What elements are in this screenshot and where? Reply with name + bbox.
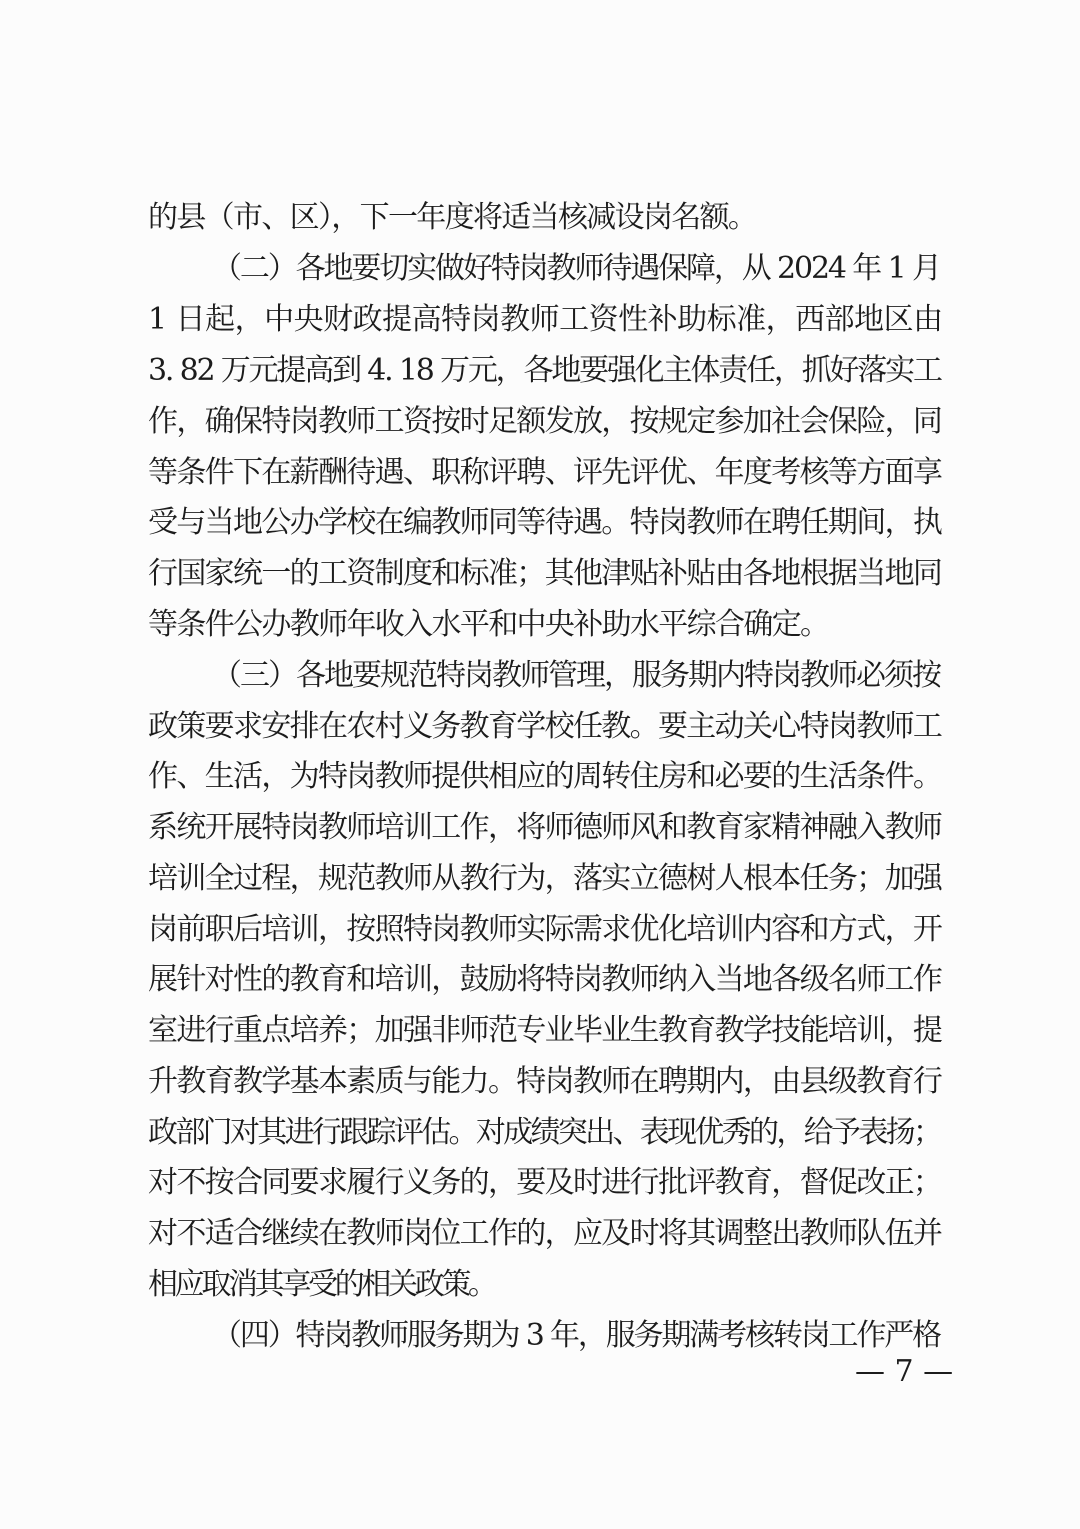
text-line-content: 3. 82 万元提高到 4. 18 万元，各地要强化主体责任，抓好落实工	[148, 353, 941, 388]
text-line	[0, 651, 1080, 701]
text-line-content: 等条件公办教师年收入水平和中央补助水平综合确定。	[148, 607, 829, 642]
text-line-content: 政部门对其进行跟踪评估。对成绩突出、表现优秀的，给予表扬；	[148, 1115, 941, 1150]
text-line	[0, 1057, 1080, 1107]
text-line-content: 行国家统一的工资制度和标准；其他津贴补贴由各地根据当地同	[148, 556, 942, 591]
text-line-content: 系统开展特岗教师培训工作，将师德师风和教育家精神融入教师	[148, 810, 942, 845]
text-line-content: 升教育教学基本素质与能力。特岗教师在聘期内，由县级教育行	[148, 1064, 942, 1099]
text-line	[0, 448, 1080, 498]
text-line-content: 作、生活，为特岗教师提供相应的周转住房和必要的生活条件。	[148, 759, 942, 794]
text-line	[0, 1209, 1080, 1259]
text-line-content: 受与当地公办学校在编教师同等待遇。特岗教师在聘任期间，执	[148, 505, 942, 540]
text-line-content: 的县（市、区），下一年度将适当核减设岗名额。	[148, 200, 757, 235]
text-line	[0, 905, 1080, 955]
text-line-content: 1 日起，中央财政提高特岗教师工资性补助标准，西部地区由	[148, 302, 943, 337]
text-line-content: 对不按合同要求履行义务的，要及时进行批评教育，督促改正；	[148, 1165, 942, 1200]
text-line-content: （三）各地要规范特岗教师管理，服务期内特岗教师必须按	[212, 658, 940, 693]
text-line	[0, 295, 1080, 345]
text-line	[0, 1158, 1080, 1208]
text-line-content: 相应取消其享受的相关政策。	[148, 1267, 495, 1302]
page-number: — 7 —	[855, 1354, 954, 1389]
text-line-content: 岗前职后培训，按照特岗教师实际需求优化培训内容和方式，开	[148, 912, 942, 947]
text-line	[0, 397, 1080, 447]
text-line	[0, 803, 1080, 853]
text-line-content: 等条件下在薪酬待遇、职称评聘、评先评优、年度考核等方面享	[148, 455, 942, 490]
text-line	[0, 1260, 1080, 1310]
text-line-content: 政策要求安排在农村义务教育学校任教。要主动关心特岗教师工	[148, 709, 942, 744]
text-line	[0, 1108, 1080, 1158]
text-line	[0, 498, 1080, 548]
text-line	[0, 346, 1080, 396]
text-line	[0, 600, 1080, 650]
text-line-content: 培训全过程，规范教师从教行为，落实立德树人根本任务；加强	[148, 861, 942, 896]
text-line-content: （二）各地要切实做好特岗教师待遇保障，从 2024 年 1 月	[212, 251, 940, 286]
text-line	[0, 702, 1080, 752]
text-line-content: 室进行重点培养；加强非师范专业毕业生教育教学技能培训，提	[148, 1013, 942, 1048]
text-line	[0, 549, 1080, 599]
text-line	[0, 955, 1080, 1005]
text-line-content: 对不适合继续在教师岗位工作的，应及时将其调整出教师队伍并	[148, 1216, 942, 1251]
text-line	[0, 854, 1080, 904]
text-line	[0, 193, 1080, 243]
text-line-content: 展针对性的教育和培训，鼓励将特岗教师纳入当地各级名师工作	[148, 962, 942, 997]
text-line-content: （四）特岗教师服务期为 3 年，服务期满考核转岗工作严格	[212, 1318, 940, 1353]
text-line	[0, 1006, 1080, 1056]
text-line	[0, 244, 1080, 294]
text-line	[0, 752, 1080, 802]
text-line-content: 作，确保特岗教师工资按时足额发放，按规定参加社会保险，同	[148, 404, 942, 439]
